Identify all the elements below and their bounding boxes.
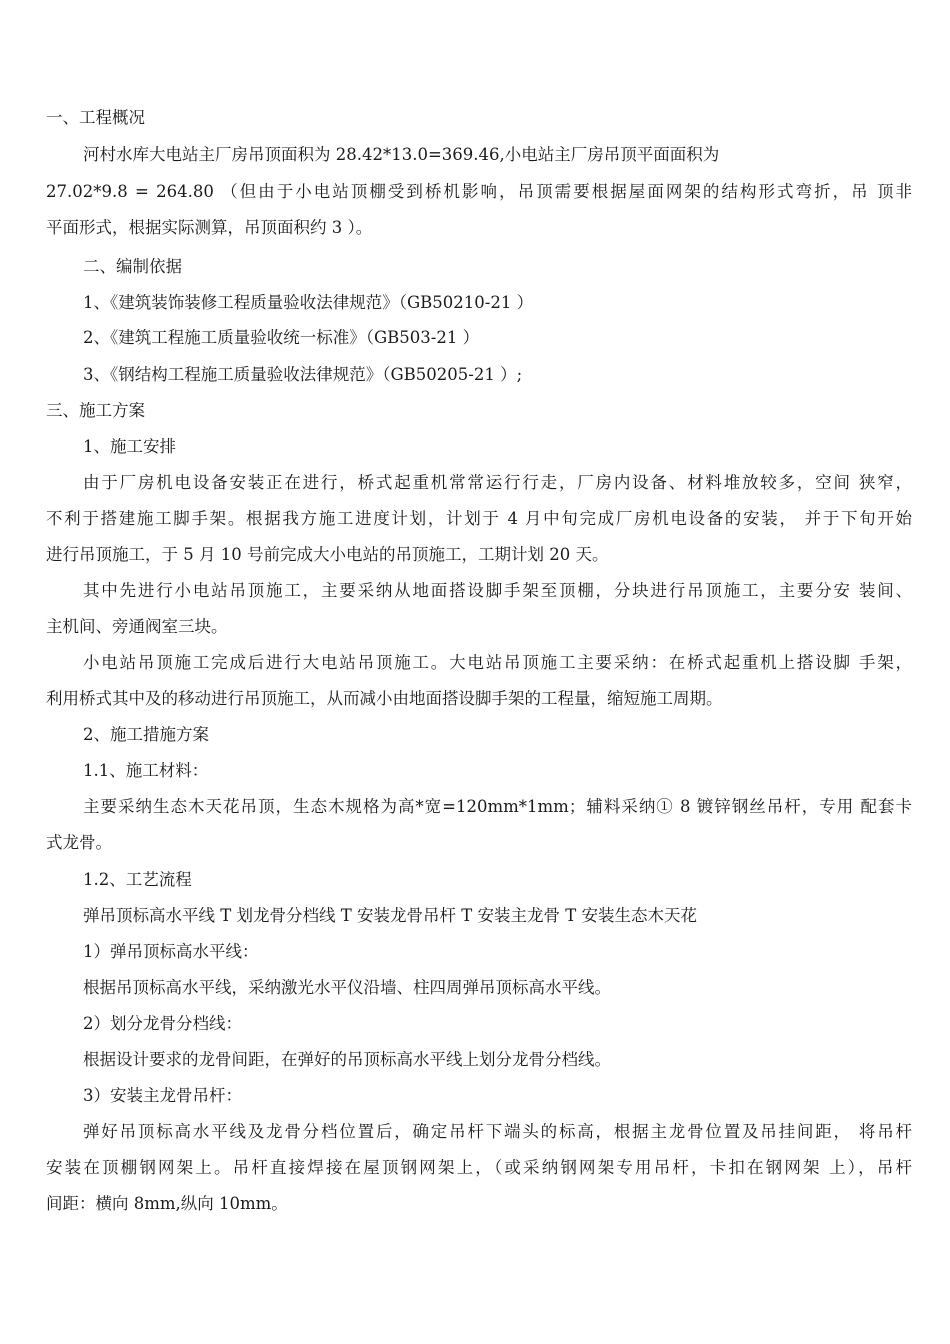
section-heading-plan: 三、施工方案: [46, 401, 145, 420]
step-3-paragraph-line: 安装在顶棚钢网架上。吊杆直接焊接在屋顶钢网架上，（或采纳钢网架专用吊杆，卡扣在钢网架 上），吊杆: [46, 1158, 912, 1177]
subsection-heading-process: 1.2、工艺流程: [83, 870, 192, 889]
materials-paragraph-line: 主要采纳生态木天花吊顶，生态木规格为高*宽=120mm*1mm；辅料采纳① 8 镀锌钢丝吊杆，专用 配套卡: [83, 797, 912, 816]
step-1-text: 根据吊顶标高水平线，采纳激光水平仪沿墙、柱四周弹吊顶标高水平线。: [83, 978, 611, 997]
large-station-paragraph-line: 小电站吊顶施工完成后进行大电站吊顶施工。大电站吊顶施工主要采纳：在桥式起重机上搭设脚 手架，: [83, 653, 912, 672]
subsection-heading-measures: 2、施工措施方案: [83, 725, 209, 744]
step-3-heading: 3）安装主龙骨吊杆：: [83, 1086, 242, 1105]
reference-item-3: 3、《钢结构工程施工质量验收法律规范》（GB50205-21 ）;: [83, 365, 523, 384]
arrangement-paragraph-line: 由于厂房机电设备安装正在进行，桥式起重机常常运行行走，厂房内设备、材料堆放较多，空间 狭窄，: [83, 473, 912, 492]
process-flow-line: 弹吊顶标高水平线 T 划龙骨分档线 T 安装龙骨吊杆 T 安装主龙骨 T 安装生态木天花: [83, 906, 697, 925]
section-heading-basis: 二、编制依据: [83, 257, 182, 276]
small-station-paragraph-line: 主机间、旁通阀室三块。: [46, 617, 228, 636]
reference-item-2: 2、《建筑工程施工质量验收统一标准》（GB503-21 ）: [83, 328, 480, 347]
step-1-heading: 1）弹吊顶标高水平线：: [83, 942, 259, 961]
section-heading-overview: 一、工程概况: [46, 108, 145, 127]
step-3-paragraph-line: 间距：横向 8mm,纵向 10mm。: [46, 1194, 288, 1213]
reference-item-1: 1、《建筑装饰装修工程质量验收法律规范》（GB50210-21 ）: [83, 293, 534, 312]
step-3-paragraph-line: 弹好吊顶标高水平线及龙骨分档位置后，确定吊杆下端头的标高，根据主龙骨位置及吊挂间距， 将吊杆: [83, 1122, 912, 1141]
materials-paragraph-line: 式龙骨。: [46, 833, 112, 852]
subsection-heading-materials: 1.1、施工材料：: [83, 761, 209, 780]
arrangement-paragraph-line: 不利于搭建施工脚手架。根据我方施工进度计划，计划于 4 月中旬完成厂房机电设备的安装， 并于下旬开始: [46, 509, 912, 528]
step-2-heading: 2）划分龙骨分档线：: [83, 1014, 242, 1033]
overview-paragraph-line: 27.02*9.8 = 264.80 （但由于小电站顶棚受到桥机影响，吊顶需要根据屋面网架的结构形式弯折，吊 顶非: [46, 182, 912, 201]
overview-paragraph-line: 河村水库大电站主厂房吊顶面积为 28.42*13.0=369.46,小电站主厂房吊顶平面面积为: [83, 145, 720, 164]
subsection-heading-arrangement: 1、施工安排: [83, 437, 176, 456]
arrangement-paragraph-line: 进行吊顶施工，于 5 月 10 号前完成大小电站的吊顶施工，工期计划 20 天。: [46, 545, 609, 564]
large-station-paragraph-line: 利用桥式其中及的移动进行吊顶施工，从而减小由地面搭设脚手架的工程量，缩短施工周期。: [46, 689, 723, 708]
step-2-text: 根据设计要求的龙骨间距，在弹好的吊顶标高水平线上划分龙骨分档线。: [83, 1050, 611, 1069]
small-station-paragraph-line: 其中先进行小电站吊顶施工，主要采纳从地面搭设脚手架至顶棚，分块进行吊顶施工，主要分安 装间、: [83, 581, 912, 600]
overview-paragraph-line: 平面形式，根据实际测算，吊顶面积约 3 ）。: [46, 218, 373, 237]
